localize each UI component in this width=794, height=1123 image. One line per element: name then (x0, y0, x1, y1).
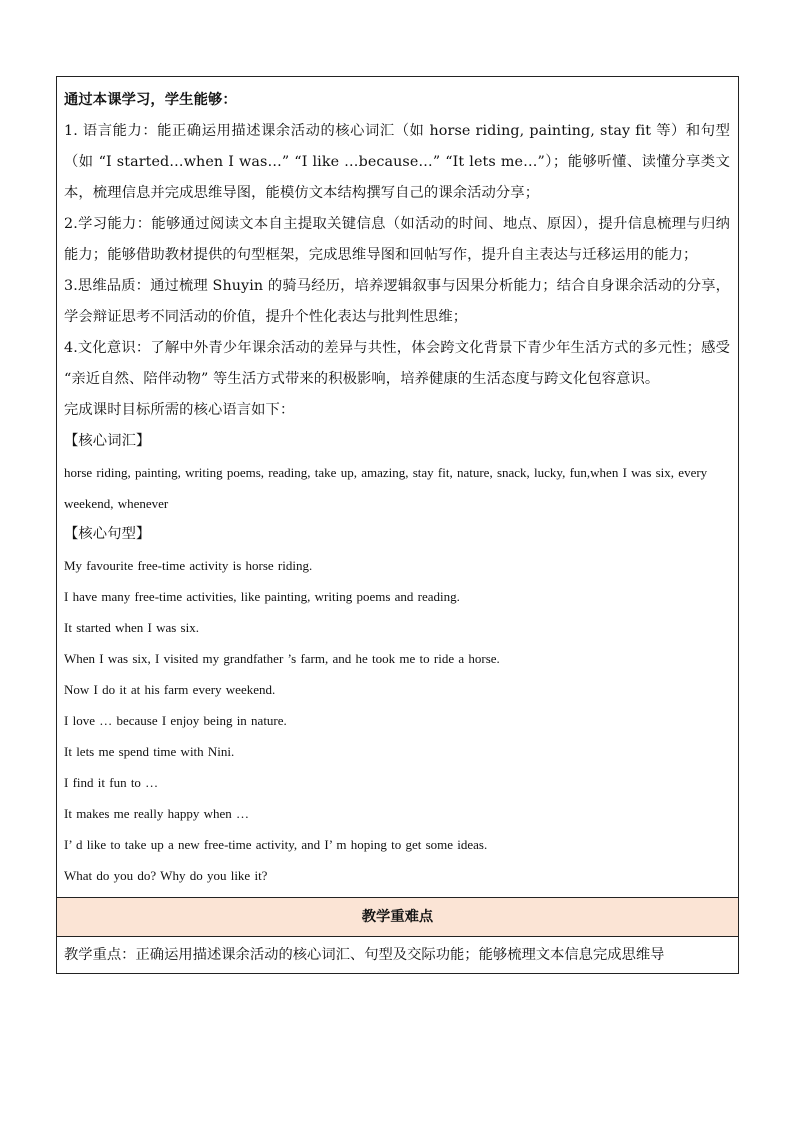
sentence-item: I love … because I enjoy being in nature. (64, 713, 287, 728)
objective-culture: 4.文化意识：了解中外青少年课余活动的差异与共性，体会跨文化背景下青少年生活方式的多元性；感受 “亲近自然、陪伴动物” 等生活方式带来的积极影响，培养健康的生活态度与跨文化包容意识。 (64, 340, 730, 387)
objectives-cell (57, 77, 739, 898)
sentences-heading: 【核心句型】 (64, 526, 151, 542)
sentence-item: It started when I was six. (64, 620, 199, 635)
sentence-item: I’ d like to take up a new free-time activity, and I’ m hoping to get some ideas. (64, 837, 488, 852)
sentence-item: It makes me really happy when … (64, 806, 250, 821)
sentence-item: What do you do? Why do you like it? (64, 868, 268, 883)
difficulty-header: 教学重难点 (57, 898, 739, 937)
vocab-list: horse riding, painting, writing poems, reading, take up, amazing, stay fit, nature, snack, lucky, fun,when I was six, every weekend, whenever (64, 465, 708, 511)
core-language-intro: 完成课时目标所需的核心语言如下： (64, 402, 295, 418)
objective-language: 1. 语言能力：能正确运用描述课余活动的核心词汇（如 horse riding, painting, stay fit 等）和句型（如 “I started…when I was…” “I like …because…” “It lets me…”）；能够听懂、读懂分享类文本，梳理信息并完成思维导图，能模仿文本结构撰写自己的课余活动分享； (64, 123, 730, 201)
sentence-item: I find it fun to … (64, 775, 159, 790)
sentence-item: I have many free-time activities, like painting, writing poems and reading. (64, 589, 460, 604)
lesson-plan-table (56, 76, 739, 974)
sentence-item: When I was six, I visited my grandfather ’s farm, and he took me to ride a horse. (64, 651, 500, 666)
objective-thinking: 3.思维品质：通过梳理 Shuyin 的骑马经历，培养逻辑叙事与因果分析能力；结合自身课余活动的分享，学会辩证思考不同活动的价值，提升个性化表达与批判性思维； (64, 278, 730, 325)
sentence-item: Now I do it at his farm every weekend. (64, 682, 276, 697)
focus-cell (57, 937, 739, 974)
sentence-item: My favourite free-time activity is horse riding. (64, 558, 313, 573)
vocab-heading: 【核心词汇】 (64, 433, 151, 449)
teaching-focus: 教学重点：正确运用描述课余活动的核心词汇、句型及交际功能；能够梳理文本信息完成思维导 (64, 947, 665, 963)
objectives-intro: 通过本课学习，学生能够： (64, 92, 237, 108)
objective-learning: 2.学习能力：能够通过阅读文本自主提取关键信息（如活动的时间、地点、原因），提升信息梳理与归纳能力；能够借助教材提供的句型框架，完成思维导图和回帖写作，提升自主表达与迁移运用的能力； (64, 216, 730, 263)
sentence-item: It lets me spend time with Nini. (64, 744, 235, 759)
